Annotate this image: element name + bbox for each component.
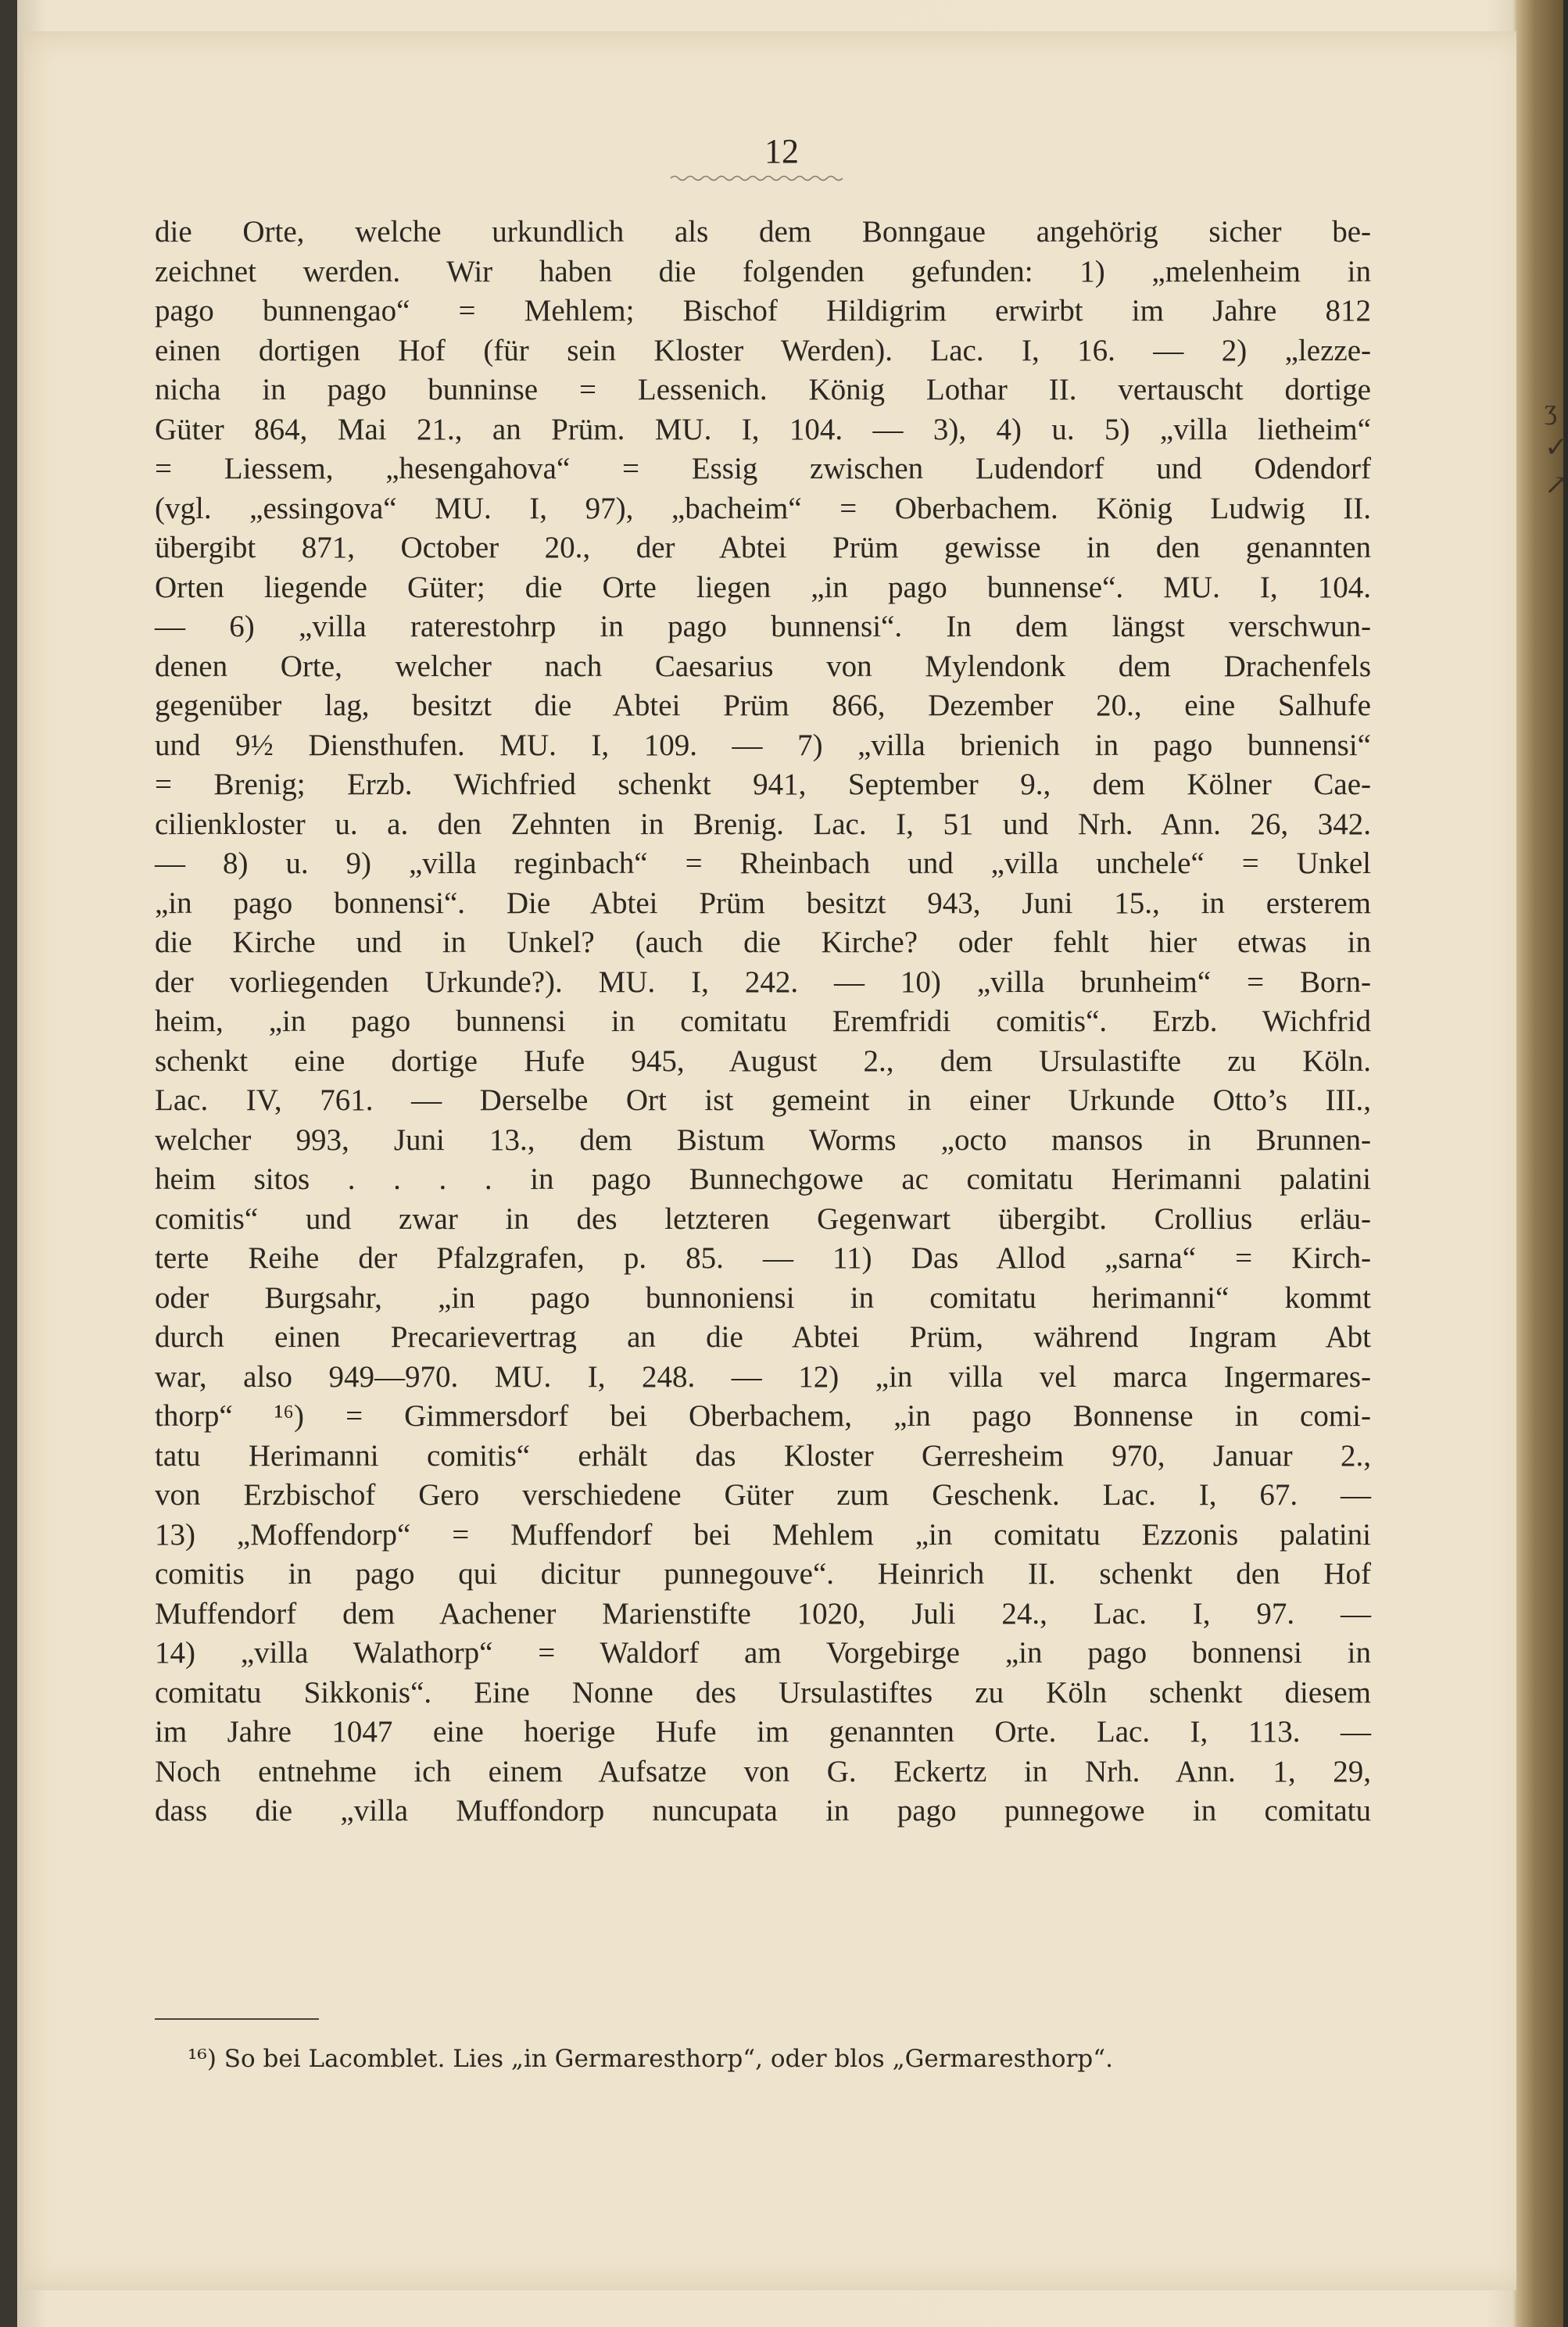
text-line: Muffendorf dem Aachener Marienstifte 1020, Juli 24., Lac. I, 97. — — [155, 1596, 1371, 1631]
text-line: nicha in pago bunninse = Lessenich. König Lothar II. vertauscht dortige — [155, 373, 1371, 406]
text-line: comitis in pago qui dicitur punnegouve“. Heinrich II. schenkt den Hof — [155, 1557, 1371, 1591]
text-line: der vorliegenden Urkunde?). MU. I, 242. — 10) „villa brunheim“ = Born- — [155, 965, 1371, 999]
text-line: 13) „Moffendorp“ = Muffendorf bei Mehlem „in comitatu Ezzonis palatini — [155, 1517, 1371, 1552]
text-line: durch einen Precarievertrag an die Abtei Prüm, während Ingram Abt — [155, 1320, 1371, 1354]
text-line: pago bunnengao“ = Mehlem; Bischof Hildigrim erwirbt im Jahre 812 — [155, 294, 1371, 328]
text-line: oder Burgsahr, „in pago bunnoniensi in comitatu herimanni“ kommt — [155, 1280, 1371, 1315]
text-line: im Jahre 1047 eine hoerige Hufe im genannten Orte. Lac. I, 113. — — [155, 1715, 1371, 1749]
text-line: gegenüber lag, besitzt die Abtei Prüm 866, Dezember 20., eine Salhufe — [155, 689, 1371, 722]
text-line: welcher 993, Juni 13., dem Bistum Worms „octo mansos in Brunnen- — [155, 1122, 1371, 1157]
body-text — [155, 213, 1371, 1831]
text-line: (vgl. „essingova“ MU. I, 97), „bacheim“ = Oberbachem. König Ludwig II. — [155, 491, 1371, 525]
page-number: 12 — [764, 132, 799, 170]
text-line: übergibt 871, October 20., der Abtei Prüm gewisse in den genannten — [155, 531, 1371, 564]
text-line: comitatu Sikkonis“. Eine Nonne des Ursulastiftes zu Köln schenkt diesem — [155, 1675, 1371, 1709]
text-line: Lac. IV, 761. — Derselbe Ort ist gemeint in einer Urkunde Otto’s III., — [155, 1083, 1371, 1117]
text-line: — 8) u. 9) „villa reginbach“ = Rheinbach und „villa unchele“ = Unkel — [155, 847, 1371, 880]
text-line: heim, „in pago bunnensi in comitatu Eremfridi comitis“. Erzb. Wichfrid — [155, 1004, 1371, 1038]
text-line: cilienkloster u. a. den Zehnten in Brenig. Lac. I, 51 und Nrh. Ann. 26, 342. — [155, 807, 1371, 841]
text-line: „in pago bonnensi“. Die Abtei Prüm besitzt 943, Juni 15., in ersterem — [155, 886, 1371, 920]
text-line: Orten liegende Güter; die Orte liegen „in pago bunnense“. MU. I, 104. — [155, 570, 1371, 604]
text-line: schenkt eine dortige Hufe 945, August 2., dem Ursulastifte zu Köln. — [155, 1044, 1371, 1078]
text-line: einen dortigen Hof (für sein Kloster Werden). Lac. I, 16. — 2) „lezze- — [155, 333, 1371, 367]
text-line: die Orte, welche urkundlich als dem Bonngaue angehörig sicher be- — [155, 215, 1371, 249]
text-line: von Erzbischof Gero verschiedene Güter zum Geschenk. Lac. I, 67. — — [155, 1478, 1371, 1512]
text-line: thorp“ ¹⁶) = Gimmersdorf bei Oberbachem, „in pago Bonnense in comi- — [155, 1399, 1371, 1433]
text-line: terte Reihe der Pfalzgrafen, p. 85. — 11) Das Allod „sarna“ = Kirch- — [155, 1241, 1371, 1275]
margin-handwriting: ʒ ✓ ↗ — [1545, 394, 1568, 500]
footnote-divider — [155, 2018, 319, 2020]
text-line: — 6) „villa raterestohrp in pago bunnensi“. In dem längst verschwun- — [155, 610, 1371, 643]
text-line: denen Orte, welcher nach Caesarius von Mylendonk dem Drachenfels — [155, 649, 1371, 683]
text-line: = Brenig; Erzb. Wichfried schenkt 941, September 9., dem Kölner Cae- — [155, 768, 1371, 801]
page-number-ornament — [671, 174, 843, 183]
text-line: die Kirche und in Unkel? (auch die Kirche? oder fehlt hier etwas in — [155, 925, 1371, 959]
book-spine-edge — [1516, 0, 1563, 2327]
footnote: ¹⁶) So bei Lacomblet. Lies „in Germaresthorp“, oder blos „Germaresthorp“. — [188, 2045, 1113, 2073]
text-line: tatu Herimanni comitis“ erhält das Kloster Gerresheim 970, Januar 2., — [155, 1438, 1371, 1473]
text-line: dass die „villa Muffondorp nuncupata in pago punnegowe in comitatu — [155, 1794, 1371, 1828]
text-line: = Liessem, „hesengahova“ = Essig zwischen Ludendorf und Odendorf — [155, 452, 1371, 485]
text-line: 14) „villa Walathorp“ = Waldorf am Vorgebirge „in pago bonnensi in — [155, 1636, 1371, 1670]
text-line: zeichnet werden. Wir haben die folgenden gefunden: 1) „melenheim in — [155, 254, 1371, 288]
text-line: comitis“ und zwar in des letzteren Gegenwart übergibt. Crollius erläu- — [155, 1201, 1371, 1236]
text-line: und 9½ Diensthufen. MU. I, 109. — 7) „villa brienich in pago bunnensi“ — [155, 728, 1371, 762]
text-line: war, also 949—970. MU. I, 248. — 12) „in villa vel marca Ingermares- — [155, 1359, 1371, 1394]
text-line: heim sitos . . . . in pago Bunnechgowe ac comitatu Herimanni palatini — [155, 1162, 1371, 1196]
text-line: Güter 864, Mai 21., an Prüm. MU. I, 104. — 3), 4) u. 5) „villa lietheim“ — [155, 412, 1371, 446]
text-line: Noch entnehme ich einem Aufsatze von G. Eckertz in Nrh. Ann. 1, 29, — [155, 1754, 1371, 1788]
